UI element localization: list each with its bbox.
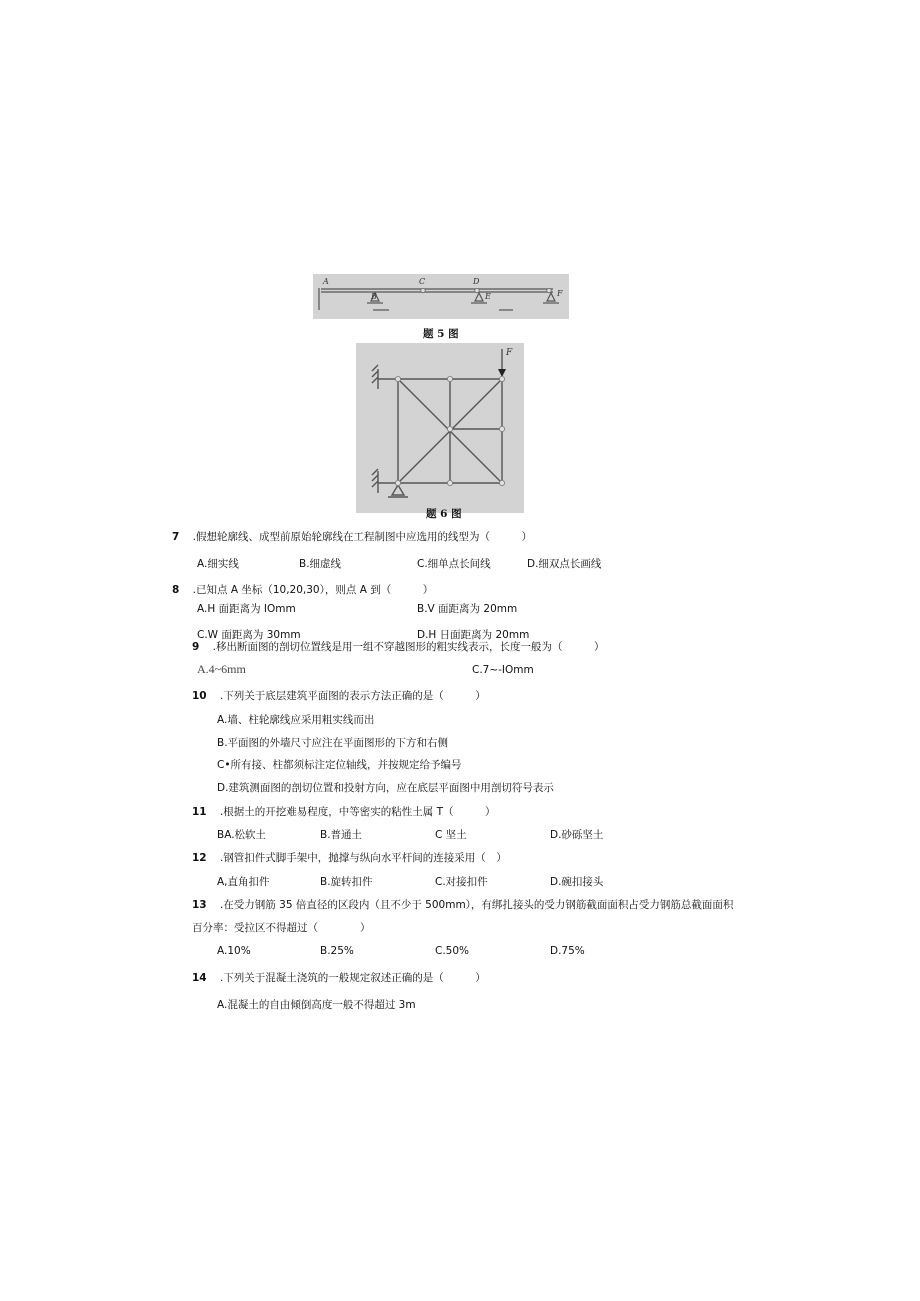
question-8 — [172, 582, 433, 597]
question-text: .下列关于底层建筑平面图的表示方法正确的是（ ） — [219, 690, 486, 702]
q7-option-c[interactable]: C.细单点长间线 — [417, 558, 491, 570]
q12-option-a[interactable]: A,直角扣件 — [217, 876, 270, 888]
truss-diagram — [356, 343, 524, 513]
q11-option-c[interactable]: C 坚土 — [435, 829, 467, 841]
beam-label-e: E — [485, 292, 491, 301]
question-13-continuation: 百分率：受拉区不得超过（ ） — [192, 922, 371, 934]
q11-option-b[interactable]: B.普通土 — [320, 829, 363, 841]
q12-option-b[interactable]: B.旋转扣件 — [320, 876, 373, 888]
question-text: .根据土的开挖难易程度，中等密实的粘性土属 T（ ） — [219, 806, 496, 818]
beam-label-b: B — [371, 292, 377, 301]
q13-option-c[interactable]: C.50% — [435, 945, 470, 957]
q8-option-a[interactable]: A.H 面距离为 IOmm — [197, 603, 296, 615]
beam-label-c: C — [419, 277, 426, 286]
q11-option-a[interactable]: BA.松软土 — [217, 829, 267, 841]
question-12 — [192, 850, 507, 865]
q8-option-c[interactable]: C.W 面距离为 30mm — [197, 629, 301, 641]
question-9 — [192, 639, 605, 654]
question-number: 10 — [192, 690, 207, 702]
figure-5-caption: 题 5 图 — [423, 328, 459, 340]
question-11 — [192, 804, 496, 819]
q8-option-d[interactable]: D.H 日面距离为 20mm — [417, 629, 530, 641]
question-number: 9 — [192, 641, 200, 653]
q10-option-a[interactable]: A.墙、柱轮廓线应采用粗实线而出 — [217, 714, 375, 726]
question-14 — [192, 970, 486, 985]
question-text: .假想轮廓线、成型前原始轮廓线在工程制图中应选用的线型为（ ） — [192, 531, 532, 543]
figure-6-truss — [356, 343, 524, 513]
question-number: 11 — [192, 806, 207, 818]
q9-option-c[interactable]: C.7~-IOmm — [472, 664, 534, 676]
figure-6-caption: 题 6 图 — [426, 508, 462, 520]
q8-option-b[interactable]: B.V 面距离为 20mm — [417, 603, 518, 615]
question-number: 8 — [172, 584, 180, 596]
question-number: 12 — [192, 852, 207, 864]
question-13 — [192, 897, 733, 912]
question-number: 14 — [192, 972, 207, 984]
question-text: .在受力钢筋 35 倍直径的区段内（且不少于 500mm），有绑扎接头的受力钢筋截面面积占受力钢筋总截面面积 — [219, 899, 734, 911]
question-text: .已知点 A 坐标（10,20,30），则点 A 到（ ） — [192, 584, 434, 596]
beam-label-f: F — [557, 289, 563, 298]
q7-option-d[interactable]: D.细双点长画线 — [527, 558, 602, 570]
question-7 — [172, 529, 532, 544]
q7-option-a[interactable]: A.细实线 — [197, 558, 239, 570]
question-text: .移出断面图的剖切位置线是用一组不穿越图形的粗实线表示，长度一般为（ ） — [212, 641, 605, 653]
q13-option-b[interactable]: B.25% — [320, 945, 354, 957]
q7-option-b[interactable]: B.细虚线 — [299, 558, 342, 570]
q14-option-a[interactable]: A.混凝土的自由倾倒高度一般不得超过 3m — [217, 999, 416, 1011]
figure-5-beam — [313, 274, 569, 319]
q12-option-d[interactable]: D.碗扣接头 — [550, 876, 604, 888]
q13-option-a[interactable]: A.10% — [217, 945, 251, 957]
question-number: 13 — [192, 899, 207, 911]
beam-diagram — [313, 274, 569, 319]
load-label: F — [506, 348, 513, 358]
q13-option-d[interactable]: D.75% — [550, 945, 585, 957]
q10-option-d[interactable]: D.建筑测面图的剖切位置和投射方向，应在底层平面图中用剖切符号表示 — [217, 782, 554, 794]
question-text: .下列关于混凝土浇筑的一般规定叙述正确的是（ ） — [219, 972, 486, 984]
q9-option-a[interactable]: A.4~6mm — [197, 662, 246, 676]
beam-label-a: A — [323, 277, 329, 286]
q10-option-c[interactable]: C•所有接、柱都须标注定位轴线，并按规定给予编号 — [217, 759, 462, 771]
q11-option-d[interactable]: D.砂砾坚土 — [550, 829, 604, 841]
q10-option-b[interactable]: B.平面图的外墙尺寸应注在平面图形的下方和右侧 — [217, 737, 449, 749]
question-number: 7 — [172, 531, 180, 543]
beam-label-d: D — [473, 277, 480, 286]
q12-option-c[interactable]: C.对接扣件 — [435, 876, 488, 888]
question-text: .钢管扣件式脚手架中，抛撑与纵向水平杆间的连接采用（ ） — [219, 852, 507, 864]
question-10 — [192, 688, 486, 703]
